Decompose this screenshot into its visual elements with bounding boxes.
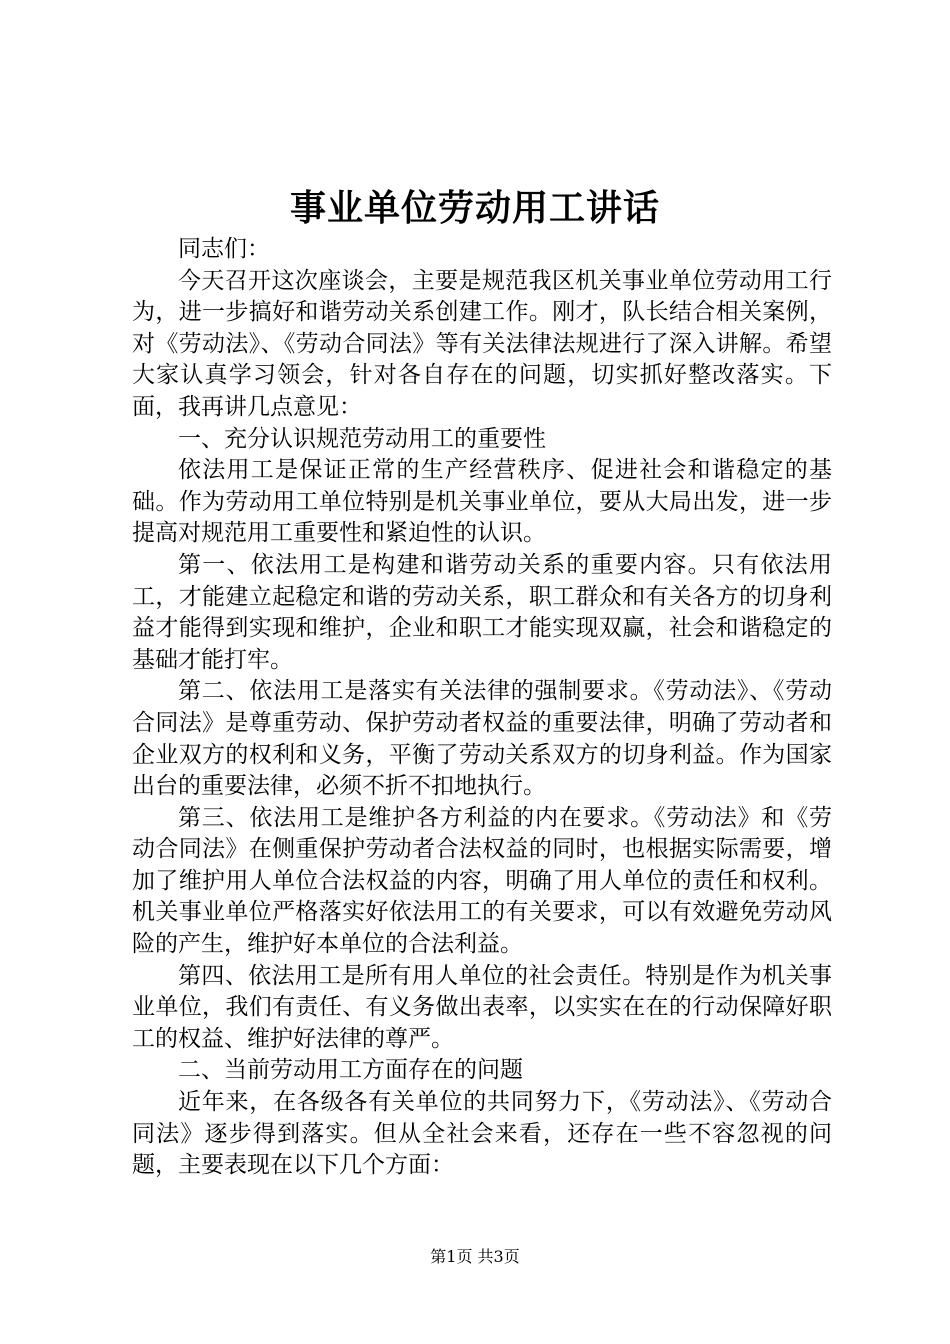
section-heading-2: 二、当前劳动用工方面存在的问题 (178, 1057, 523, 1084)
paragraph: 第一、依法用工是构建和谐劳动关系的重要内容。只有依法用工，才能建立起稳定和谐的劳动关系，职工群众和有关各方的切身利益才能得到实现和维护，企业和职工才能实现双赢，社会和谐稳定的基础才能打牢。 (132, 551, 832, 673)
paragraph: 近年来，在各级各有关单位的共同努力下，《劳动法》、《劳动合同法》逐步得到落实。但从全社会来看，还存在一些不容忽视的问题，主要表现在以下几个方面： (132, 1089, 832, 1179)
document-title: 事业单位劳动用工讲话 (289, 187, 660, 229)
paragraph: 第四、依法用工是所有用人单位的社会责任。特别是作为机关事业单位，我们有责任、有义务做出表率，以实实在在的行动保障好职工的权益、维护好法律的尊严。 (132, 962, 832, 1052)
paragraph-intro: 今天召开这次座谈会，主要是规范我区机关事业单位劳动用工行为，进一步搞好和谐劳动关系创建工作。刚才，队长结合相关案例，对《劳动法》、《劳动合同法》等有关法律法规进行了深入讲解。希望大家认真学习领会，针对各自存在的问题，切实抓好整改落实。下面，我再讲几点意见： (132, 267, 832, 420)
paragraph: 第三、依法用工是维护各方利益的内在要求。《劳动法》和《劳动合同法》在侧重保护劳动者合法权益的同时，也根据实际需要，增加了维护用人单位合法权益的内容，明确了用人单位的责任和权利。机关事业单位严格落实好依法用工的有关要求，可以有效避免劳动风险的产生，维护好本单位的合法利益。 (132, 804, 832, 958)
document-body (132, 234, 832, 1182)
paragraph: 依法用工是保证正常的生产经营秩序、促进社会和谐稳定的基础。作为劳动用工单位特别是机关事业单位，要从大局出发，进一步提高对规范用工重要性和紧迫性的认识。 (132, 457, 832, 547)
page-number-footer: 第1页 共3页 (430, 1247, 520, 1266)
section-heading-1: 一、充分认识规范劳动用工的重要性 (178, 425, 546, 452)
paragraph-salutation: 同志们： (178, 236, 270, 262)
paragraph: 第二、依法用工是落实有关法律的强制要求。《劳动法》、《劳动合同法》是尊重劳动、保护劳动者权益的重要法律，明确了劳动者和企业双方的权利和义务，平衡了劳动关系双方的切身利益。作为国家出台的重要法律，必须不折不扣地执行。 (132, 678, 832, 800)
